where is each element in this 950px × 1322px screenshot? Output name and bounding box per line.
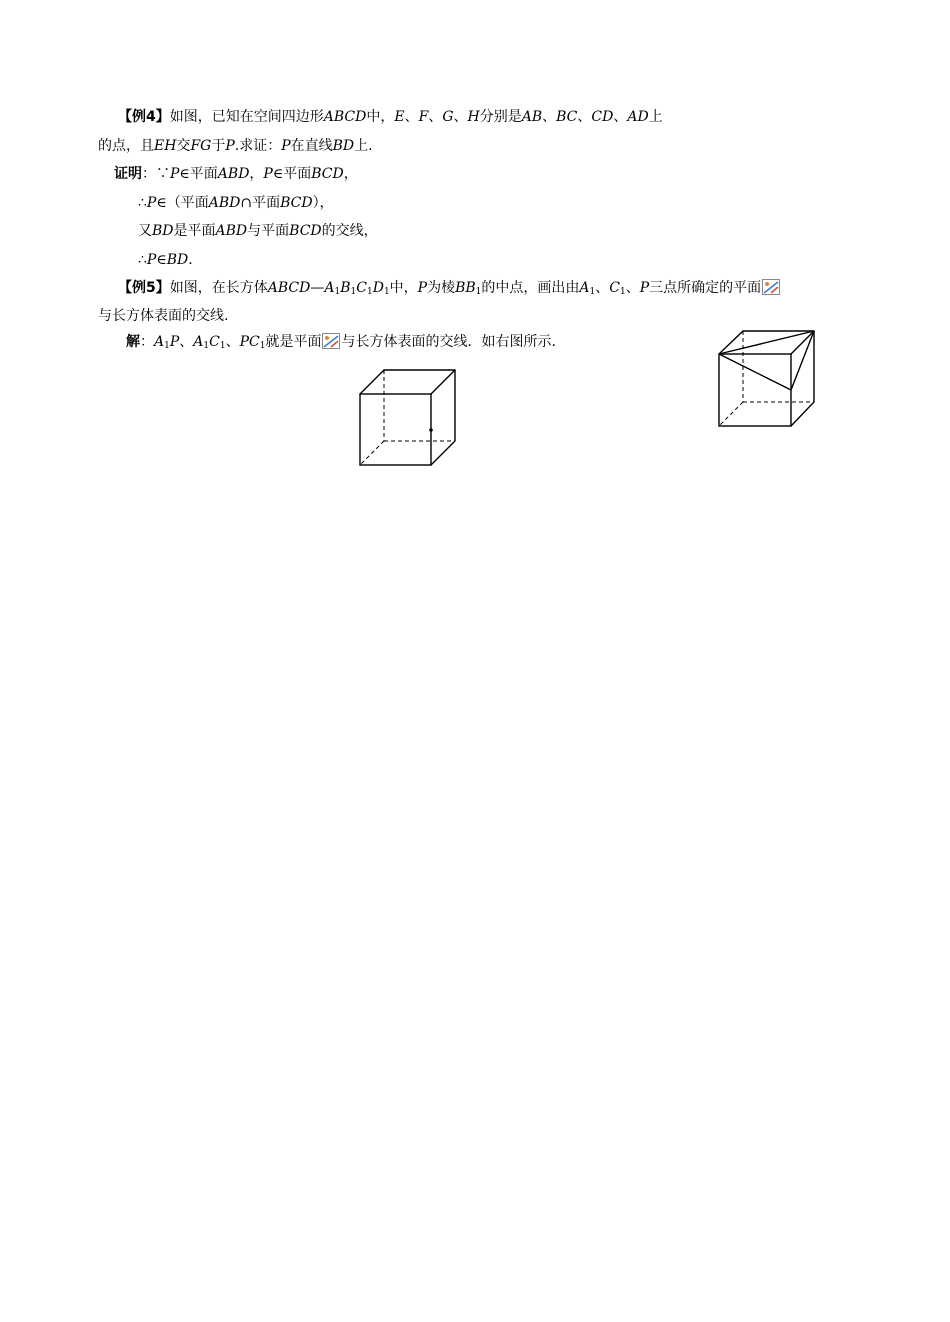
- proof-line-3: 又BD是平面ABD与平面BCD的交线，: [138, 223, 378, 239]
- section-line-pc1: [791, 331, 814, 390]
- section-line-a1p: [719, 354, 791, 390]
- proof-line-4: ∴P∈BD.: [138, 252, 193, 268]
- proof-label: 证明: [114, 166, 142, 182]
- example-5-tag: 【例5】: [118, 280, 170, 296]
- proof-line-2: ∴P∈（平面ABD∩平面BCD），: [138, 195, 334, 211]
- broken-image-icon: [322, 333, 340, 349]
- example-4-line-2: 的点，且EH交FG于P.求证：P在直线BD上.: [98, 138, 373, 154]
- example-5-line-1: 【例5】如图，在长方体$ABCD—A_1B_1C_1D_1$中，P为棱$BB_1$的中点，画出由$A_1$、$C_1$、P三点所确定的平面: [118, 279, 781, 297]
- cuboid-section-figure: [715, 327, 819, 431]
- example-5-line-2: 与长方体表面的交线.: [98, 308, 229, 324]
- solution-line: 解：$A_1P$、$A_1C_1$、$PC_1$就是平面 与长方体表面的交线．如右图所示.: [126, 334, 556, 351]
- solution-label: 解: [126, 334, 140, 350]
- proof-line-1: 证明：∵P∈平面ABD，P∈平面BCD，: [114, 166, 358, 182]
- point-p-marker: [429, 428, 433, 432]
- example-4-tag: 【例4】: [118, 109, 170, 125]
- cuboid-top-right-edge: [431, 370, 455, 394]
- broken-image-icon: [762, 279, 780, 295]
- section-line-a1c1: [719, 331, 814, 354]
- example-4-line-1: 【例4】如图，已知在空间四边形ABCD中，E、F、G、H分别是AB、BC、CD、AD上: [118, 109, 663, 125]
- cuboid-figure: [355, 365, 460, 470]
- section-cuboid-front-face: [719, 354, 791, 426]
- cuboid-front-face: [360, 394, 431, 465]
